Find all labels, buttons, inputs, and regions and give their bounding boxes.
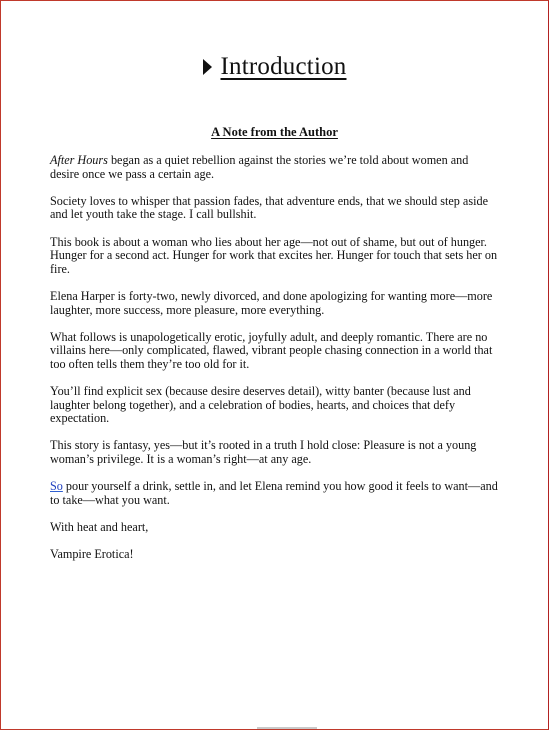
paragraph-2[interactable]: Society loves to whisper that passion fades, that adventure ends, that we should step aside and let youth take the stage. I call bullshit. <box>50 193 488 222</box>
signature-line[interactable]: Vampire Erotica! <box>50 547 134 562</box>
spellcheck-flagged-word[interactable]: So <box>50 479 63 494</box>
page-bottom-mark <box>257 727 317 729</box>
paragraph-5[interactable]: What follows is unapologetically erotic, joyfully adult, and deeply romantic. There are no villains here—only complicated, flawed, vibrant people chasing connection in a world that too often tells them they’re too old for it. <box>50 329 493 371</box>
document-body[interactable] <box>50 154 500 575</box>
paragraph-6[interactable]: You’ll find explicit sex (because desire deserves detail), witty banter (because lust and laughter belong together), and a celebration of bodies, hearts, and choices that defy expectation. <box>50 384 471 426</box>
book-title-italic: After Hours <box>50 153 108 167</box>
paragraph-1[interactable] <box>50 154 500 181</box>
heading-row <box>1 53 548 81</box>
paragraph-8[interactable] <box>50 480 500 507</box>
paragraph-1-text: began as a quiet rebellion against the stories we’re told about women and desire once we pass a certain age. <box>50 153 469 181</box>
heading-title[interactable]: Introduction <box>220 53 347 80</box>
paragraph-7[interactable]: This story is fantasy, yes—but it’s rooted in a truth I hold close: Pleasure is not a young woman’s privilege. It is a woman’s right—at any age. <box>50 438 477 467</box>
paragraph-8-text: pour yourself a drink, settle in, and let Elena remind you how good it feels to want—and to take—what you want. <box>50 479 498 507</box>
section-subtitle[interactable]: A Note from the Author <box>211 125 338 139</box>
closing-line[interactable]: With heat and heart, <box>50 520 149 535</box>
paragraph-3[interactable]: This book is about a woman who lies about her age—not out of shame, but out of hunger. Hunger for a second act. Hunger for work that excites her. Hunger for touch that sets her on fire. <box>50 234 498 276</box>
paragraph-4[interactable]: Elena Harper is forty-two, newly divorced, and done apologizing for wanting more—more laughter, more success, more pleasure, more everything. <box>50 288 493 317</box>
collapse-heading-arrow-icon[interactable] <box>203 59 212 75</box>
